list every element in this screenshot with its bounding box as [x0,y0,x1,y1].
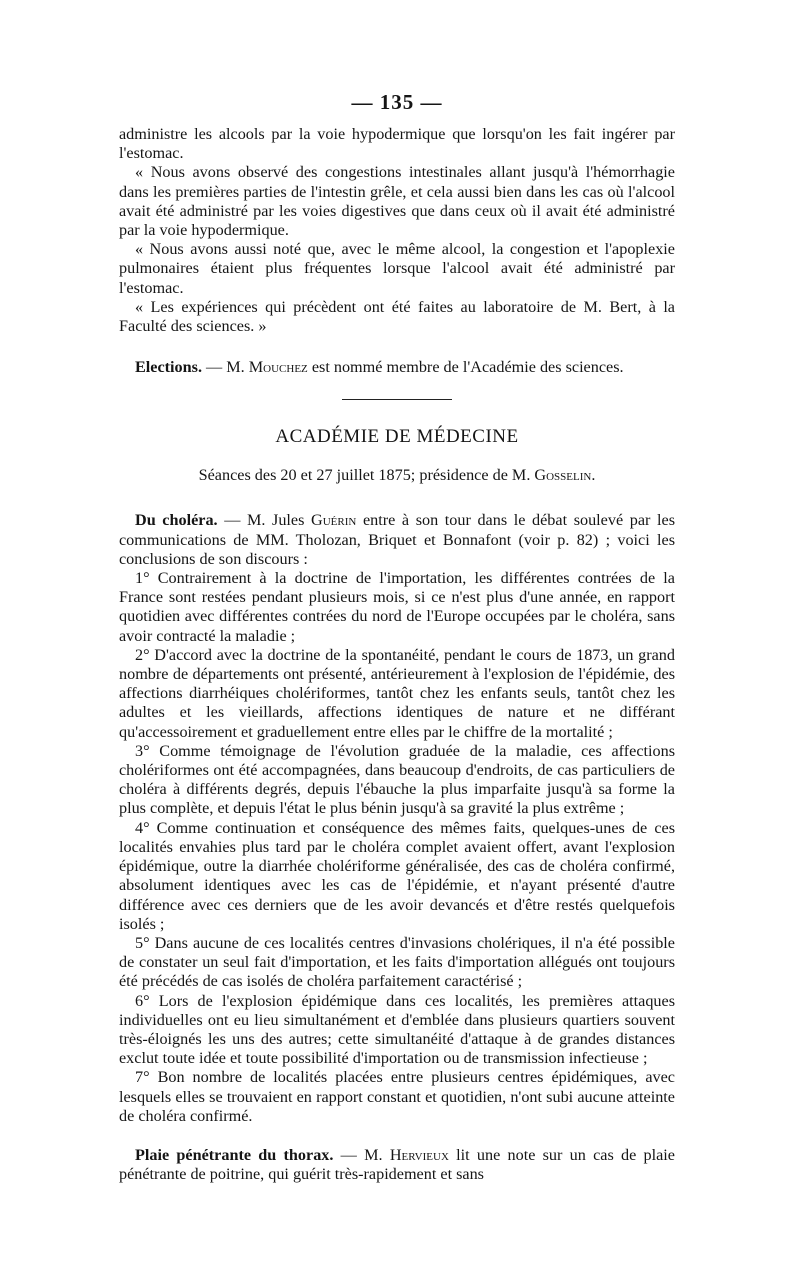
elections-heading: Elections. [135,358,202,377]
paragraph: « Les expériences qui précèdent ont été faites au laboratoire de M. Bert, à la Faculté des sciences. » [119,297,675,336]
cholera-point: 2° D'accord avec la doctrine de la spontanéité, pendant le cours de 1873, un grand nombre de départements ont présenté, antérieurement à l'explosion de l'épidémie, des affections diarrhéiques cholériformes, tantôt chez les enfants seuls, tantôt chez les adultes et les vieillards, affections identiques de nature et ne différant qu'accessoirement et graduellement entre elles par le chiffre de la mortalité ; [119,645,675,741]
elections-paragraph [119,358,675,377]
sessions-president: Gosselin [534,466,592,485]
cholera-intro [119,511,675,569]
section-divider [342,399,452,400]
paragraph: « Nous avons observé des congestions intestinales allant jusqu'à l'hémorrhagie dans les premières parties de l'intestin grêle, et cela aussi bien dans les cas où l'alcool avait été administré par les voies digestives que dans ceux où il avait été administré par la voie hypodermique. [119,163,675,240]
cholera-point: 3° Comme témoignage de l'évolution graduée de la maladie, ces affections cholériformes ont été accompagnées, dans beaucoup d'endroits, de cas particuliers de choléra à différents degrés, depuis l'ébauche la plus imparfaite jusqu'à sa forme la plus complète, et depuis l'état le plus bénin jusqu'à sa gravité la plus extrême ; [119,741,675,818]
cholera-heading: Du choléra. [135,511,218,530]
cholera-dash: — M. Jules [217,511,312,530]
sessions-end: . [591,466,596,485]
sessions-text: Séances des 20 et 27 juillet 1875; présidence de M. [198,466,535,485]
plaie-heading: Plaie pénétrante du thorax. [135,1145,334,1164]
cholera-point: 4° Comme continuation et conséquence des mêmes faits, quelques-unes de ces localités envahies plus tard par le choléra complet avaient offert, avant l'explosion épidémique, outre la diarrhée cholériforme généralisée, des cas de choléra confirmé, absolument identiques avec les cas de l'épidémie, et n'ayant présenté d'autre différence avec ces derniers que de les avoir devancés et d'être restés quelquefois isolés ; [119,818,675,933]
plaie-paragraph [119,1146,675,1184]
cholera-point: 6° Lors de l'explosion épidémique dans ces localités, les premières attaques individuelles ont eu lieu simultanément et d'emblée dans plusieurs quartiers souvent très-éloignés les uns des autres; cette simultanéité d'attaque à de grandes distances exclut toute idée et toute possibilité d'importation ou de transmission infectieuse ; [119,991,675,1068]
page-number: — 135 — [351,90,443,114]
paragraph: « Nous avons aussi noté que, avec le même alcool, la congestion et l'apoplexie pulmonaires étaient plus fréquentes lorsque l'alcool avait été administré par l'estomac. [119,240,675,297]
sessions-line [119,466,675,485]
academy-title: ACADÉMIE DE MÉDECINE [275,426,519,448]
cholera-point: 1° Contrairement à la doctrine de l'importation, les différentes contrées de la France sont restées pendant plusieurs mois, si ce n'est plus d'une année, en rapport quotidien avec différentes contrées du nord de l'Europe occupées par le choléra, sans avoir contracté la maladie ; [119,569,675,645]
elections-dash: — M. [202,358,249,377]
elections-text: est nommé membre de l'Académie des sciences. [307,358,624,377]
plaie-dash: — M. [333,1145,390,1164]
paragraph: administre les alcools par la voie hypodermique que lorsqu'on les fait ingérer par l'estomac. [119,125,675,163]
cholera-speaker: Guérin [311,511,357,530]
cholera-text: entre à son tour dans le débat soulevé par les communications de MM. Tholozan, Briquet et Bonnafont (voir p. 82) ; voici les conclusions de son discours : [119,511,676,568]
plaie-text: lit une note sur un cas de plaie pénétrante de poitrine, qui guérit très-rapidement et sans [119,1145,675,1184]
elections-name: Mouchez [248,358,308,377]
cholera-point: 5° Dans aucune de ces localités centres d'invasions cholériques, il n'a été possible de constater un seul fait d'importation, et les faits d'importation allégués ont toujours été précédés de cas isolés de choléra parfaitement caractérisé ; [119,933,675,991]
cholera-point: 7° Bon nombre de localités placées entre plusieurs centres épidémiques, avec lesquels elles se trouvaient en rapport constant et quotidien, n'ont subi aucune atteinte de choléra confirmé. [119,1068,675,1125]
plaie-speaker: Hervieux [389,1145,449,1164]
